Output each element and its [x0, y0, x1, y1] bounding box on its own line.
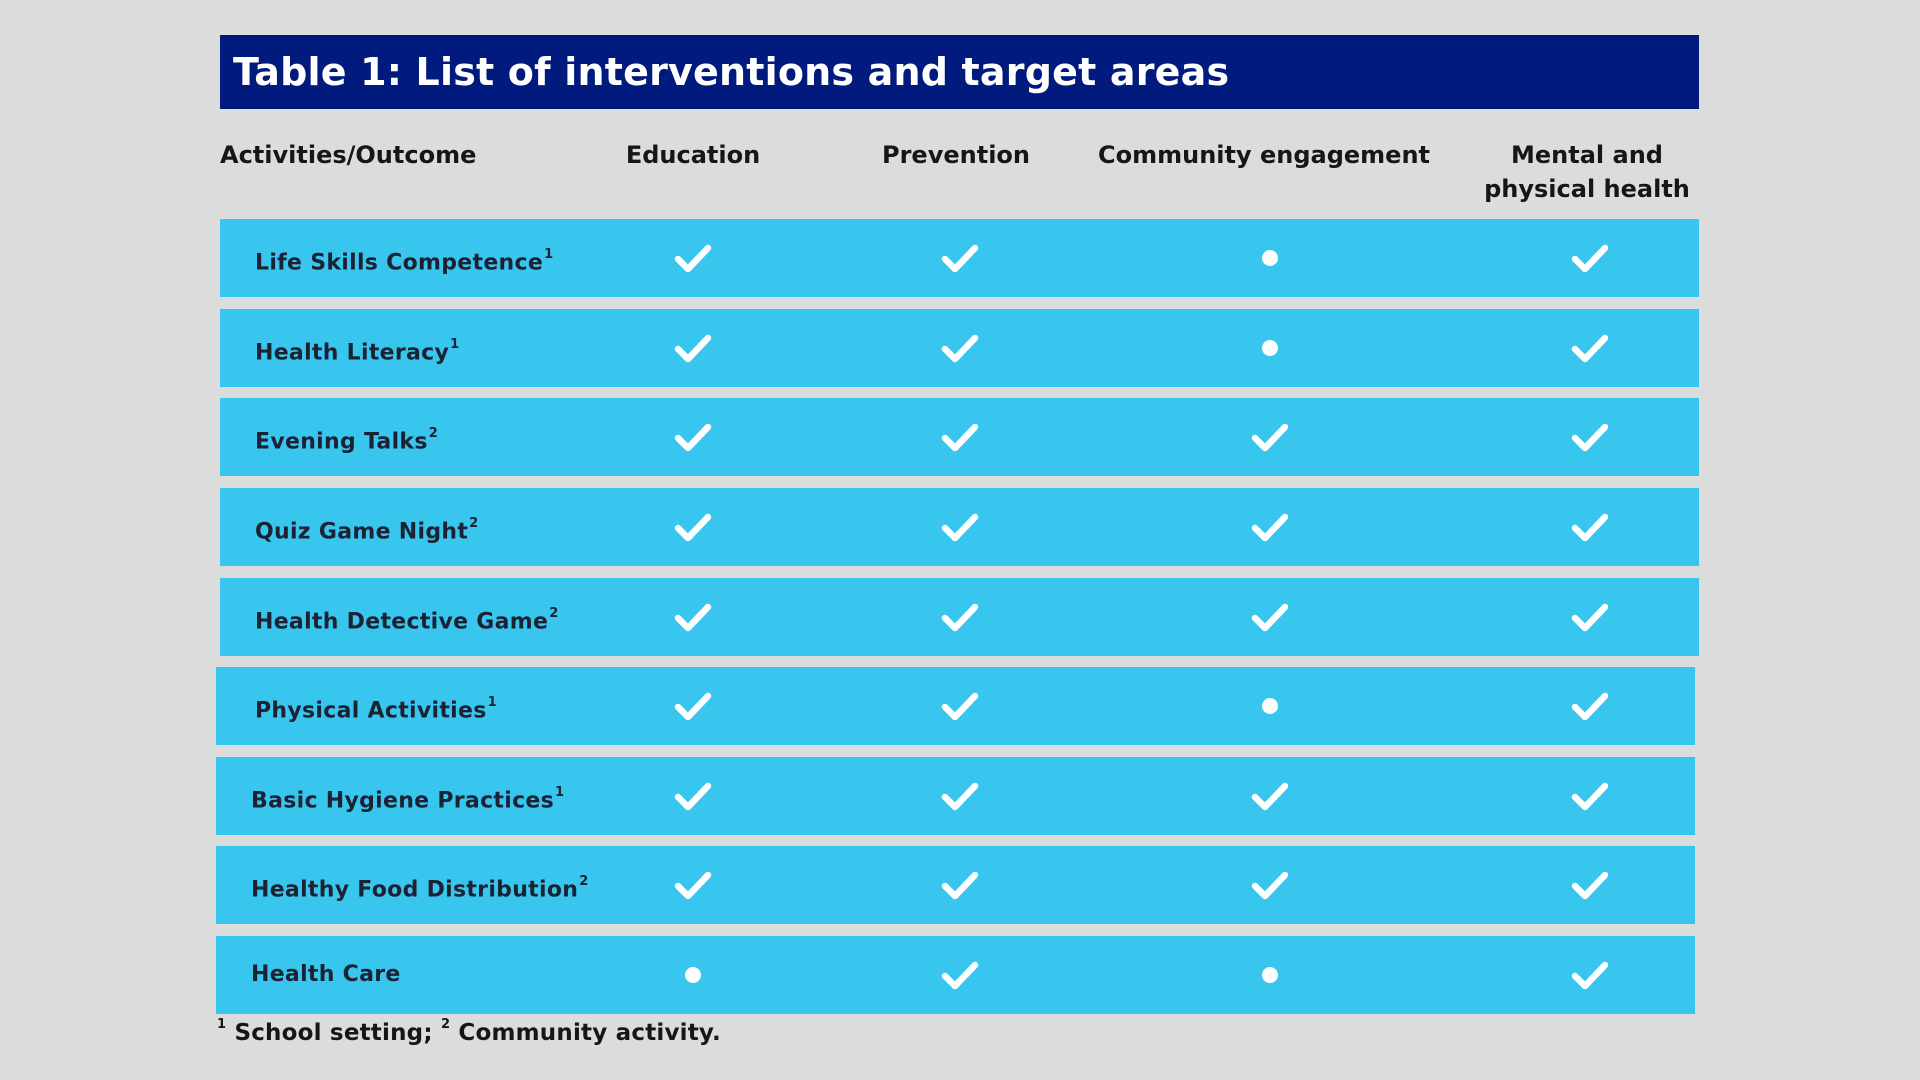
row-label-text: Life Skills Competence	[255, 250, 544, 276]
row-label-footnote-marker: 2	[469, 516, 479, 531]
dot-icon	[685, 967, 701, 983]
row-label	[255, 488, 479, 566]
table-row	[216, 757, 1695, 835]
row-label-text: Basic Hygiene Practices	[251, 788, 555, 814]
check-icon-community-engagement	[1240, 488, 1300, 566]
row-label	[255, 219, 553, 297]
table-row	[216, 846, 1695, 924]
column-header-activities: Activities/Outcome	[220, 141, 477, 169]
dot-icon	[1262, 340, 1278, 356]
table-row	[220, 578, 1699, 656]
row-label	[255, 667, 497, 745]
check-icon-prevention	[930, 578, 990, 656]
check-icon-prevention	[930, 309, 990, 387]
table-row	[220, 488, 1699, 566]
column-header-community-engagement: Community engagement	[1097, 141, 1431, 169]
dot-icon	[1262, 250, 1278, 266]
dot-icon-education	[663, 936, 723, 1014]
column-header-prevention: Prevention	[882, 141, 1030, 169]
check-icon-mental-physical-health	[1560, 488, 1620, 566]
check-icon-education	[663, 667, 723, 745]
row-label	[255, 398, 438, 476]
check-icon-community-engagement	[1240, 398, 1300, 476]
check-icon-education	[663, 309, 723, 387]
row-label-text: Physical Activities	[255, 698, 487, 724]
column-header-line-2: physical health	[1484, 175, 1690, 203]
row-label-footnote-marker: 2	[428, 426, 439, 441]
check-icon-prevention	[930, 219, 990, 297]
check-icon-mental-physical-health	[1560, 846, 1620, 924]
row-label-text: Healthy Food Distribution	[251, 877, 579, 903]
table-row	[220, 309, 1699, 387]
row-label-footnote-marker: 1	[544, 247, 554, 262]
check-icon-education	[663, 757, 723, 835]
table-title: Table 1: List of interventions and target areas	[233, 50, 1230, 94]
check-icon-education	[663, 398, 723, 476]
row-label-footnote-marker: 1	[487, 695, 497, 710]
row-label	[251, 936, 401, 1014]
row-label-footnote-marker: 1	[555, 785, 565, 800]
row-label-footnote-marker: 2	[549, 606, 559, 621]
check-icon-mental-physical-health	[1560, 398, 1620, 476]
dot-icon-community-engagement	[1240, 936, 1300, 1014]
check-icon-education	[663, 219, 723, 297]
check-icon-community-engagement	[1240, 846, 1300, 924]
row-label	[251, 757, 564, 835]
check-icon-prevention	[930, 488, 990, 566]
check-icon-education	[663, 488, 723, 566]
row-label	[251, 846, 589, 924]
check-icon-education	[663, 578, 723, 656]
row-label-text: Evening Talks	[255, 429, 428, 455]
row-label-text: Health Care	[251, 962, 401, 987]
footnote-text-1: School setting;	[226, 1020, 441, 1046]
check-icon-mental-physical-health	[1560, 936, 1620, 1014]
footnote-marker-2: 2	[440, 1017, 451, 1033]
check-icon-mental-physical-health	[1560, 219, 1620, 297]
table-row	[216, 667, 1695, 745]
row-label-footnote-marker: 2	[579, 874, 589, 889]
check-icon-education	[663, 846, 723, 924]
column-header-education: Education	[625, 141, 761, 169]
check-icon-prevention	[930, 936, 990, 1014]
check-icon-mental-physical-health	[1560, 667, 1620, 745]
dot-icon-community-engagement	[1240, 667, 1300, 745]
check-icon-mental-physical-health	[1560, 578, 1620, 656]
footnote	[217, 1017, 721, 1046]
check-icon-prevention	[930, 667, 990, 745]
row-label-text: Health Literacy	[255, 340, 450, 366]
check-icon-community-engagement	[1240, 757, 1300, 835]
row-label	[255, 578, 559, 656]
dot-icon-community-engagement	[1240, 219, 1300, 297]
table-row	[216, 936, 1695, 1014]
check-icon-prevention	[930, 398, 990, 476]
check-icon-prevention	[930, 757, 990, 835]
dot-icon-community-engagement	[1240, 309, 1300, 387]
column-header-line-1: Mental and	[1511, 141, 1663, 169]
table-title-bar	[220, 35, 1699, 109]
row-label	[255, 309, 460, 387]
row-label-text: Quiz Game Night	[255, 519, 469, 545]
dot-icon	[1262, 967, 1278, 983]
footnote-text-2: Community activity.	[450, 1020, 721, 1046]
check-icon-mental-physical-health	[1560, 309, 1620, 387]
table-row	[220, 398, 1699, 476]
check-icon-prevention	[930, 846, 990, 924]
table-row	[220, 219, 1699, 297]
check-icon-community-engagement	[1240, 578, 1300, 656]
dot-icon	[1262, 698, 1278, 714]
column-header-mental-physical-health	[1484, 138, 1690, 206]
check-icon-mental-physical-health	[1560, 757, 1620, 835]
row-label-text: Health Detective Game	[255, 609, 549, 635]
row-label-footnote-marker: 1	[450, 337, 460, 352]
footnote-marker-1: 1	[217, 1017, 227, 1033]
